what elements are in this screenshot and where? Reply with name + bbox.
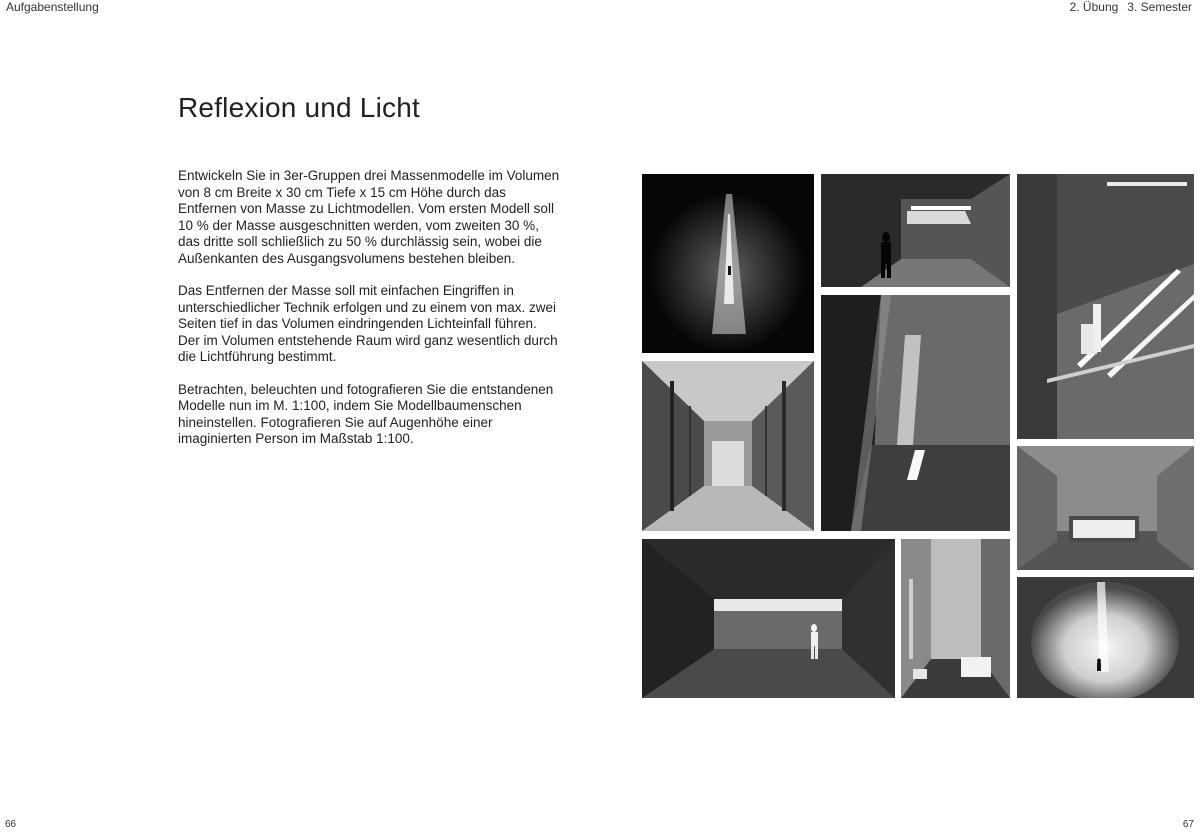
body-text <box>178 168 562 464</box>
photo-circular-tunnel <box>1017 577 1194 698</box>
paragraph-photography: Betrachten, beleuchten und fotografieren Sie die entstandenen Modelle nun im M. 1:100, indem Sie Modellbaumenschen hineinstellen. Fotografieren Sie auf Augenhöhe einer imaginierten Person im Maßstab 1:100. <box>178 381 554 446</box>
header-section: Aufgabenstellung <box>6 0 99 14</box>
header-semester: 3. Semester <box>1127 0 1192 14</box>
page-number-left: 66 <box>5 819 17 830</box>
header-exercise: 2. Übung <box>1069 0 1119 14</box>
photo-low-room-figure <box>642 539 895 698</box>
photo-slanted-light-room <box>821 295 1010 531</box>
photo-figure-light-slot <box>821 174 1010 287</box>
photo-wall-opening <box>1017 446 1194 570</box>
photo-narrow-light-patches <box>901 539 1010 698</box>
paragraph-method: Das Entfernen der Masse soll mit einfachen Eingriffen in unterschiedlicher Technik erfolgen und zu einem von max. zwei Seiten tief in das Volumen eindringenden Lichteinfall führen. Der im Volumen entstehende Raum wird ganz wesentlich durch die Lichtführung bestimmt. <box>178 283 558 364</box>
page-number-right: 67 <box>1182 819 1194 830</box>
header-course-info <box>1070 0 1192 14</box>
photo-diagonal-light-bands <box>1017 174 1194 439</box>
paragraph-task: Entwickeln Sie in 3er-Gruppen drei Massenmodelle im Volumen von 8 cm Breite x 30 cm Tiefe x 15 cm Höhe durch das Entfernen von Masse zu Lichtmodellen. Vom ersten Modell soll 10 % der Masse ausgeschnitten werden, vom zweiten 30 %, das dritte soll schließlich zu 50 % durchlässig sein, wobei die Außenkanten des Ausgangsvolumens bestehen bleiben. <box>178 168 560 266</box>
photo-long-corridor <box>642 361 814 531</box>
photo-dark-beam-corridor <box>642 174 814 353</box>
page-title: Reflexion und Licht <box>178 92 420 123</box>
